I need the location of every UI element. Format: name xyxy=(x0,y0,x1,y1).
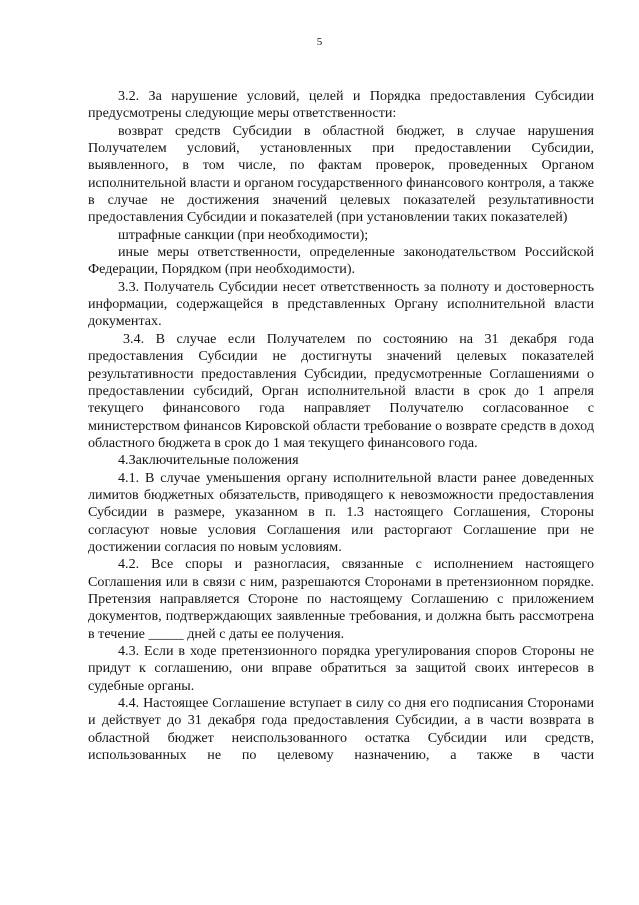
paragraph-3-2: 3.2. За нарушение условий, целей и Порядка предоставления Субсидии предусмотрены следующие меры ответственности: xyxy=(88,88,594,122)
paragraph-4-3: 4.3. Если в ходе претензионного порядка урегулирования споров Стороны не придут к соглашению, они вправе обратиться за защитой своих интересов в судебные органы. xyxy=(88,643,594,694)
paragraph-3-3: 3.3. Получатель Субсидии несет ответственность за полноту и достоверность информации, содержащейся в представленных Органу исполнительной власти документах. xyxy=(88,278,594,330)
paragraph-4-4: 4.4. Настоящее Соглашение вступает в силу со дня его подписания Сторонами и действует до 31 декабря года предоставления Субсидии, а в части возврата в областной бюджет неиспользованного остатка Субсидии или средств, использованных не по целевому назначению, а также в части xyxy=(88,695,594,764)
page-number: 5 xyxy=(316,36,323,48)
paragraph-penalties: штрафные санкции (при необходимости); xyxy=(118,226,369,243)
paragraph-4-2: 4.2. Все споры и разногласия, связанные с исполнением настоящего Соглашения или в связи с ним, разрешаются Сторонами в претензионном порядке. Претензия направляется Стороне по настоящему Соглашению с приложением документов, подтверждающих заявленные требования, и должна быть рассмотрена в течение _____ дней с даты ее получения. xyxy=(88,556,594,642)
document-body xyxy=(88,88,594,764)
paragraph-refund: возврат средств Субсидии в областной бюджет, в случае нарушения Получателем условий, установленных при предоставлении Субсидии, выявленного, в том числе, по фактам проверок, проведенных Органом исполнительной власти и органом государственного финансового контроля, а также в случае не достижения значений целевых показателей результативности предоставления Субсидии и показателей (при установлении таких показателей) xyxy=(88,122,594,226)
paragraph-other-measures: иные меры ответственности, определенные законодательством Российской Федерации, Порядком (при необходимости). xyxy=(88,244,594,278)
paragraph-3-4: 3.4. В случае если Получателем по состоянию на 31 декабря года предоставления Субсидии не достигнуты значений целевых показателей результативности предоставления Субсидии, предусмотренные Соглашениями о предоставлении субсидий, Орган исполнительной власти в срок до 1 апреля текущего финансового года направляет Получателю согласованное с министерством финансов Кировской области требование о возврате средств в доход областного бюджета в срок до 1 мая текущего финансового года. xyxy=(88,330,594,451)
paragraph-4-1: 4.1. В случае уменьшения органу исполнительной власти ранее доведенных лимитов бюджетных обязательств, приводящего к невозможности предоставления Субсидии в размере, указанном в п. 1.3 настоящего Соглашения, Стороны согласуют новые условия Соглашения или расторгают Соглашение при не достижении согласия по новым условиям. xyxy=(88,469,594,555)
section-title: 4.Заключительные положения xyxy=(118,452,299,469)
